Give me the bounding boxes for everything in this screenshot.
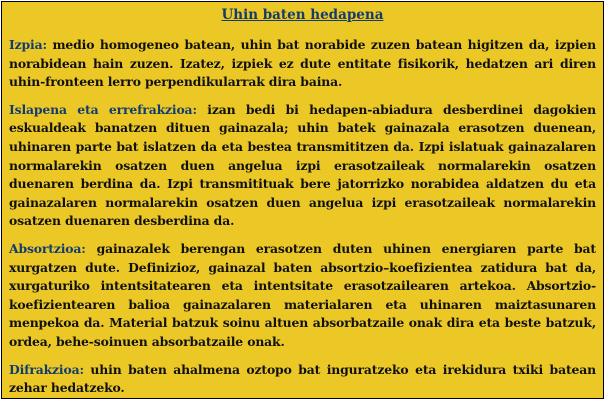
page-title: Uhin baten hedapena bbox=[221, 7, 384, 23]
term-islapena: Islapena eta errefrakzioa: bbox=[9, 101, 197, 117]
term-absortzioa: Absortzioa: bbox=[9, 240, 86, 256]
definition-absortzioa: gainazalek berengan erasotzen duten uhinen energiaren parte bat xurgatzen dute. Definizioz, gainazal baten absortzio–koefizientea zatidura bat da, xurgaturiko intentsitatearen eta intentsitate erasotzailearen artekoa. Absortzio-koefizientearen balioa gainazalaren materialaren eta uhinaren maiztasunaren menpekoa da. Material batzuk soinu altuen absorbatzaile onak dira eta beste batzuk, ordea, behe-soinuen absorbatzaile onak. bbox=[9, 240, 596, 349]
paragraph-izpia bbox=[9, 36, 596, 92]
paragraph-islapena bbox=[9, 101, 596, 231]
term-difrakzioa: Difrakzioa: bbox=[9, 361, 84, 377]
definition-izpia: medio homogeneo batean, uhin bat norabide zuzen batean higitzen da, izpien norabidean hain zuzen. Izatez, izpiek ez dute entitate fisikorik, hedatzen ari diren uhin-fronteen lerro perpendikularrak dira baina. bbox=[9, 37, 596, 90]
definition-difrakzioa: uhin baten ahalmena oztopo bat inguratzeko eta irekidura txiki batean zehar hedatzeko. bbox=[9, 361, 596, 396]
paragraph-absortzioa bbox=[9, 240, 596, 352]
definition-islapena: izan bedi bi hedapen-abiadura desberdinei dagokien eskualdeak banatzen dituen gainazala; uhin batek gainazala erasotzen duenean, uhinaren parte bat islatzen da eta bestea transmititzen da. Izpi islatuak gainazalaren normalarekin osatzen duen angelua izpi erasotzaileak normalarekin osatzen duenaren berdina da. Izpi transmitituak bere jatorrizko norabidea aldatzen du eta gainazalaren normalarekin osatzen duen angelua izpi erasotzaileak normalarekin osatzen duenaren desberdina da. bbox=[9, 101, 596, 229]
document-panel bbox=[1, 1, 604, 399]
term-izpia: Izpia: bbox=[9, 37, 47, 52]
paragraph-difrakzioa bbox=[9, 361, 596, 398]
